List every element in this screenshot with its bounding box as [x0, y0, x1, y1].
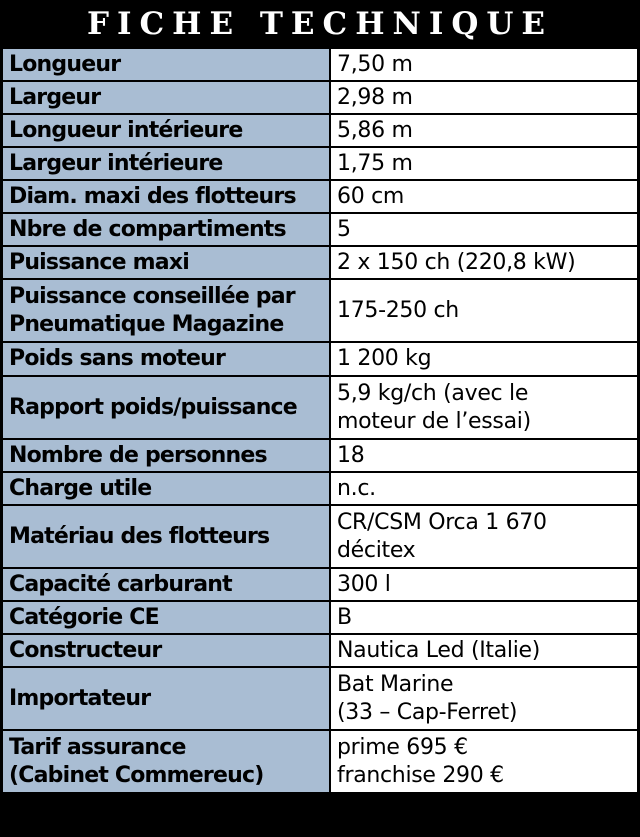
spec-label: Largeur: [9, 84, 101, 110]
spec-value-cell: [330, 601, 638, 634]
spec-value: 7,50 m: [337, 51, 413, 77]
spec-row: [2, 213, 638, 246]
spec-label: Capacité carburant: [9, 571, 232, 597]
spec-value: 5,9 kg/ch (avec le: [337, 380, 529, 406]
spec-label: Matériau des flotteurs: [9, 523, 270, 549]
spec-row: [2, 246, 638, 279]
spec-row: [2, 439, 638, 472]
spec-value-cell: [330, 180, 638, 213]
spec-label-cell: [2, 376, 330, 439]
spec-label-cell: [2, 634, 330, 667]
spec-row: [2, 667, 638, 730]
spec-row: [2, 48, 638, 81]
spec-label: Catégorie CE: [9, 604, 159, 630]
spec-label: Puissance maxi: [9, 249, 189, 275]
spec-value-cell: [330, 342, 638, 376]
spec-value-cell: [330, 634, 638, 667]
spec-label: Constructeur: [9, 637, 162, 663]
spec-label: Nombre de personnes: [9, 442, 267, 468]
spec-value: 175-250 ch: [337, 297, 459, 323]
spec-value: 1 200 kg: [337, 346, 432, 371]
spec-value: 5: [337, 216, 351, 242]
spec-value-cell: [330, 376, 638, 439]
spec-value-cell: [330, 505, 638, 568]
spec-label-cell: [2, 505, 330, 568]
spec-label-cell: [2, 472, 330, 505]
spec-value: (33 – Cap-Ferret): [337, 699, 518, 725]
spec-table-body: [2, 48, 638, 793]
spec-row: [2, 342, 638, 376]
spec-label-cell: [2, 147, 330, 180]
spec-row: [2, 568, 638, 601]
spec-value: prime 695 €: [337, 734, 468, 760]
spec-label-cell: [2, 601, 330, 634]
spec-value: 5,86 m: [337, 117, 413, 143]
spec-row: [2, 472, 638, 505]
spec-label: (Cabinet Commereuc): [9, 762, 264, 788]
spec-value: franchise 290 €: [337, 762, 504, 788]
spec-value: 60 cm: [337, 183, 405, 209]
spec-label-cell: [2, 279, 330, 342]
spec-value: 2 x 150 ch (220,8 kW): [337, 249, 576, 275]
spec-label-cell: [2, 81, 330, 114]
spec-sheet-title: FICHE TECHNIQUE: [1, 1, 639, 47]
spec-label-cell: [2, 180, 330, 213]
spec-label-cell: [2, 114, 330, 147]
spec-value: 2,98 m: [337, 84, 413, 110]
spec-label: Largeur intérieure: [9, 150, 223, 176]
spec-value: B: [337, 604, 352, 630]
spec-value-cell: [330, 48, 638, 81]
spec-label: Longueur intérieure: [9, 117, 243, 143]
spec-label-cell: [2, 246, 330, 279]
spec-value-cell: [330, 147, 638, 180]
spec-value-cell: [330, 279, 638, 342]
spec-label: Importateur: [9, 685, 151, 711]
spec-label: Diam. maxi des flotteurs: [9, 183, 296, 209]
spec-label: Tarif assurance: [9, 734, 186, 760]
spec-value: CR/CSM Orca 1 670: [337, 509, 547, 535]
spec-row: [2, 279, 638, 342]
spec-label: Longueur: [9, 51, 121, 77]
spec-label: Pneumatique Magazine: [9, 311, 284, 337]
spec-label-cell: [2, 48, 330, 81]
spec-label-cell: [2, 568, 330, 601]
spec-value-cell: [330, 213, 638, 246]
spec-row: [2, 147, 638, 180]
spec-row: [2, 634, 638, 667]
spec-row: [2, 81, 638, 114]
spec-value-cell: [330, 114, 638, 147]
spec-value: décitex: [337, 537, 416, 563]
spec-value-cell: [330, 730, 638, 793]
spec-value: 1,75 m: [337, 150, 413, 176]
spec-value: 300 l: [337, 571, 391, 597]
spec-label: Poids sans moteur: [9, 346, 226, 371]
spec-value-cell: [330, 246, 638, 279]
spec-row: [2, 601, 638, 634]
spec-value: n.c.: [337, 475, 376, 501]
spec-value: Bat Marine: [337, 671, 454, 697]
spec-value-cell: [330, 81, 638, 114]
spec-value-cell: [330, 472, 638, 505]
spec-label-cell: [2, 730, 330, 793]
spec-value-cell: [330, 568, 638, 601]
spec-value: 18: [337, 442, 365, 468]
spec-value-cell: [330, 667, 638, 730]
spec-value: moteur de l’essai): [337, 408, 531, 434]
spec-label-cell: [2, 439, 330, 472]
spec-row: [2, 505, 638, 568]
spec-label: Puissance conseillée par: [9, 283, 295, 309]
spec-label-cell: [2, 667, 330, 730]
spec-table: [1, 47, 639, 794]
spec-row: [2, 180, 638, 213]
spec-value-cell: [330, 439, 638, 472]
spec-value: Nautica Led (Italie): [337, 637, 541, 663]
spec-label: Charge utile: [9, 475, 152, 501]
spec-label: Nbre de compartiments: [9, 216, 286, 242]
spec-row: [2, 114, 638, 147]
spec-label-cell: [2, 213, 330, 246]
spec-row: [2, 730, 638, 793]
spec-label: Rapport poids/puissance: [9, 394, 297, 420]
spec-label-cell: [2, 342, 330, 376]
spec-row: [2, 376, 638, 439]
